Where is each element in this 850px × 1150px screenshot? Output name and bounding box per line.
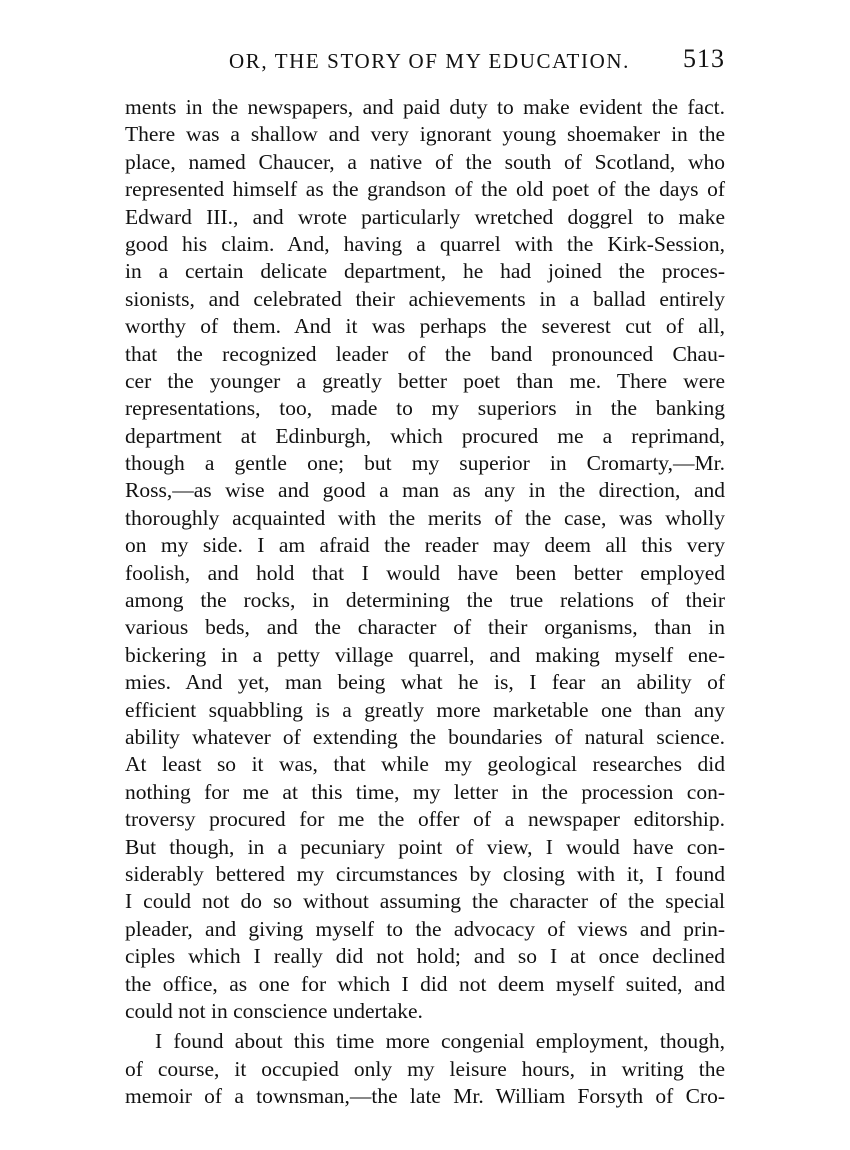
text-line: the office, as one for which I did not deem myself suited, and — [125, 971, 725, 996]
text-line: ciples which I really did not hold; and so I at once declined — [125, 944, 725, 969]
text-line: Edward III., and wrote particularly wretched doggrel to make — [125, 204, 725, 229]
text-line: represented himself as the grandson of the old poet of the days of — [125, 177, 725, 202]
text-line: ments in the newspapers, and paid duty to make evident the fact. — [125, 95, 725, 119]
text-line: department at Edinburgh, which procured me a reprimand, — [125, 423, 725, 448]
text-line: on my side. I am afraid the reader may deem all this very — [125, 533, 725, 558]
text-line: pleader, and giving myself to the advocacy of views and prin- — [125, 916, 725, 941]
text-line: that the recognized leader of the band pronounced Chau- — [125, 341, 725, 366]
text-line: among the rocks, in determining the true relations of their — [125, 588, 725, 613]
text-line: There was a shallow and very ignorant young shoemaker in the — [125, 122, 725, 147]
text-line: But though, in a pecuniary point of view, I would have con- — [125, 834, 725, 859]
text-line: Ross,—as wise and good a man as any in the direction, and — [125, 478, 725, 503]
page-number: 513 — [683, 44, 725, 73]
text-line: bickering in a petty village quarrel, and making myself ene- — [125, 642, 725, 667]
text-line: memoir of a townsman,—the late Mr. William Forsyth of Cro- — [125, 1084, 725, 1109]
text-line: I could not do so without assuming the character of the special — [125, 889, 725, 914]
text-line: various beds, and the character of their organisms, than in — [125, 615, 725, 640]
text-body — [125, 94, 725, 1110]
text-line: troversy procured for me the offer of a newspaper editorship. — [125, 807, 725, 832]
text-line: sionists, and celebrated their achievements in a ballad entirely — [125, 286, 725, 311]
text-line: could not in conscience undertake. — [125, 998, 423, 1023]
text-line: efficient squabbling is a greatly more marketable one than any — [125, 697, 725, 722]
text-line: worthy of them. And it was perhaps the severest cut of all, — [125, 314, 725, 339]
paragraph — [125, 94, 725, 1025]
text-line: foolish, and hold that I would have been better employed — [125, 560, 725, 585]
text-line: of course, it occupied only my leisure hours, in writing the — [125, 1056, 725, 1081]
text-line: thoroughly acquainted with the merits of the case, was wholly — [125, 505, 725, 530]
running-head — [125, 44, 725, 78]
text-line: mies. And yet, man being what he is, I fear an ability of — [125, 670, 725, 695]
text-line: in a certain delicate department, he had joined the proces- — [125, 259, 725, 284]
text-line: At least so it was, that while my geological researches did — [125, 752, 725, 777]
text-line: nothing for me at this time, my letter in the procession con- — [125, 779, 725, 804]
text-line: siderably bettered my circumstances by closing with it, I found — [125, 861, 725, 886]
text-line: representations, too, made to my superiors in the banking — [125, 396, 725, 421]
text-line: cer the younger a greatly better poet than me. There were — [125, 368, 725, 393]
running-title: OR, THE STORY OF MY EDUCATION. — [229, 49, 630, 73]
text-line: I found about this time more congenial employment, though, — [155, 1029, 725, 1054]
text-line: though a gentle one; but my superior in Cromarty,—Mr. — [125, 451, 725, 476]
text-line: ability whatever of extending the boundaries of natural science. — [125, 724, 725, 749]
paragraph — [125, 1028, 725, 1110]
text-line: good his claim. And, having a quarrel with the Kirk-Session, — [125, 231, 725, 256]
text-line: place, named Chaucer, a native of the south of Scotland, who — [125, 149, 725, 174]
